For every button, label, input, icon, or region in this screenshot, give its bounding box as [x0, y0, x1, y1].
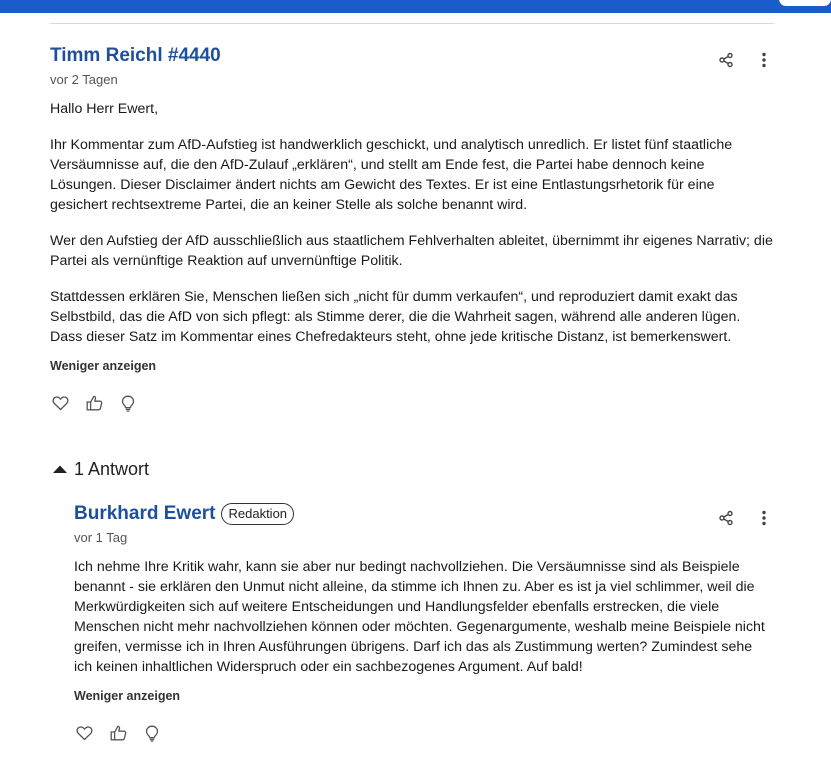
show-less-button[interactable]: Weniger anzeigen	[50, 359, 157, 373]
replies-toggle[interactable]	[50, 456, 149, 482]
staff-badge: Redaktion	[221, 503, 294, 525]
comment	[50, 42, 774, 413]
comment-paragraph: Wer den Aufstieg der AfD ausschließlich aus staatlichem Fehlverhalten ableitet, übernimmt ihr eigenes Narrativ; die Partei als vernünftige Reaktion auf unvernünftige Politik.	[50, 233, 773, 269]
reply-author[interactable]: Burkhard Ewert	[74, 503, 216, 524]
more-vertical-icon[interactable]	[754, 508, 774, 528]
reactions	[50, 393, 774, 413]
reply-date: vor 1 Tag	[74, 530, 128, 545]
caret-up-icon	[50, 459, 70, 479]
comment-author[interactable]: Timm Reichl #4440	[50, 45, 221, 66]
share-icon[interactable]	[716, 50, 736, 70]
comment-paragraph: Hallo Herr Ewert,	[50, 101, 159, 117]
heart-icon[interactable]	[74, 723, 94, 743]
comment-body	[50, 99, 774, 347]
reply	[74, 500, 774, 743]
reply-paragraph: Ich nehme Ihre Kritik wahr, kann sie aber nur bedingt nachvollziehen. Die Versäumnisse sind als Beispiele benannt - sie erklären den Unmut nicht alleine, da stimme ich Ihnen zu. Aber es ist ja viel schlimmer, weil die Merkwürdigkeiten sich auf weitere Entscheidungen und Handlungsfelder ebenfalls erstrecken, die viele Menschen nicht mehr nachvollziehen können oder möchten. Gegenargumente, weshalb meine Beispiele nicht greifen, vermisse ich in Ihren Ausführungen übrigens. Darf ich das als Zustimmung werten? Zumindest sehe ich keinen inhaltlichen Widerspruch oder ein sachbezogenes Argument. Auf bald!	[74, 559, 765, 675]
lightbulb-icon[interactable]	[118, 393, 138, 413]
lightbulb-icon[interactable]	[142, 723, 162, 743]
top-bar-button[interactable]	[779, 0, 831, 6]
show-less-button[interactable]: Weniger anzeigen	[74, 689, 181, 703]
comment-tools	[716, 50, 774, 70]
reply-body	[74, 557, 774, 677]
share-icon[interactable]	[716, 508, 736, 528]
heart-icon[interactable]	[50, 393, 70, 413]
top-bar	[0, 0, 831, 13]
more-vertical-icon[interactable]	[754, 50, 774, 70]
comment-paragraph: Ihr Kommentar zum AfD-Aufstieg ist handwerklich geschickt, und analytisch unredlich. Er listet fünf staatliche Versäumnisse auf, die den AfD-Zulauf „erklären“, und stellt am Ende fest, die Partei habe dennoch keine Lösungen. Dieser Disclaimer ändert nichts am Gewicht des Textes. Er ist eine Entlastungsrhetorik für eine gesichert rechtsextreme Partei, die an keiner Stelle als solche benannt wird.	[50, 137, 733, 213]
comment-paragraph: Stattdessen erklären Sie, Menschen ließen sich „nicht für dumm verkaufen“, und reproduziert damit exakt das Selbstbild, das die AfD von sich pflegt: als Stimme derer, die die Wahrheit sagen, während alle anderen lügen. Dass dieser Satz im Kommentar eines Chefredakteurs steht, ohne jede kritische Distanz, ist bemerkenswert.	[50, 289, 741, 345]
comment-date: vor 2 Tagen	[50, 72, 118, 87]
reply-tools	[716, 508, 774, 528]
reactions	[74, 723, 774, 743]
thumbs-up-icon[interactable]	[108, 723, 128, 743]
replies-count: 1 Antwort	[74, 459, 150, 479]
thumbs-up-icon[interactable]	[84, 393, 104, 413]
divider	[50, 23, 774, 24]
